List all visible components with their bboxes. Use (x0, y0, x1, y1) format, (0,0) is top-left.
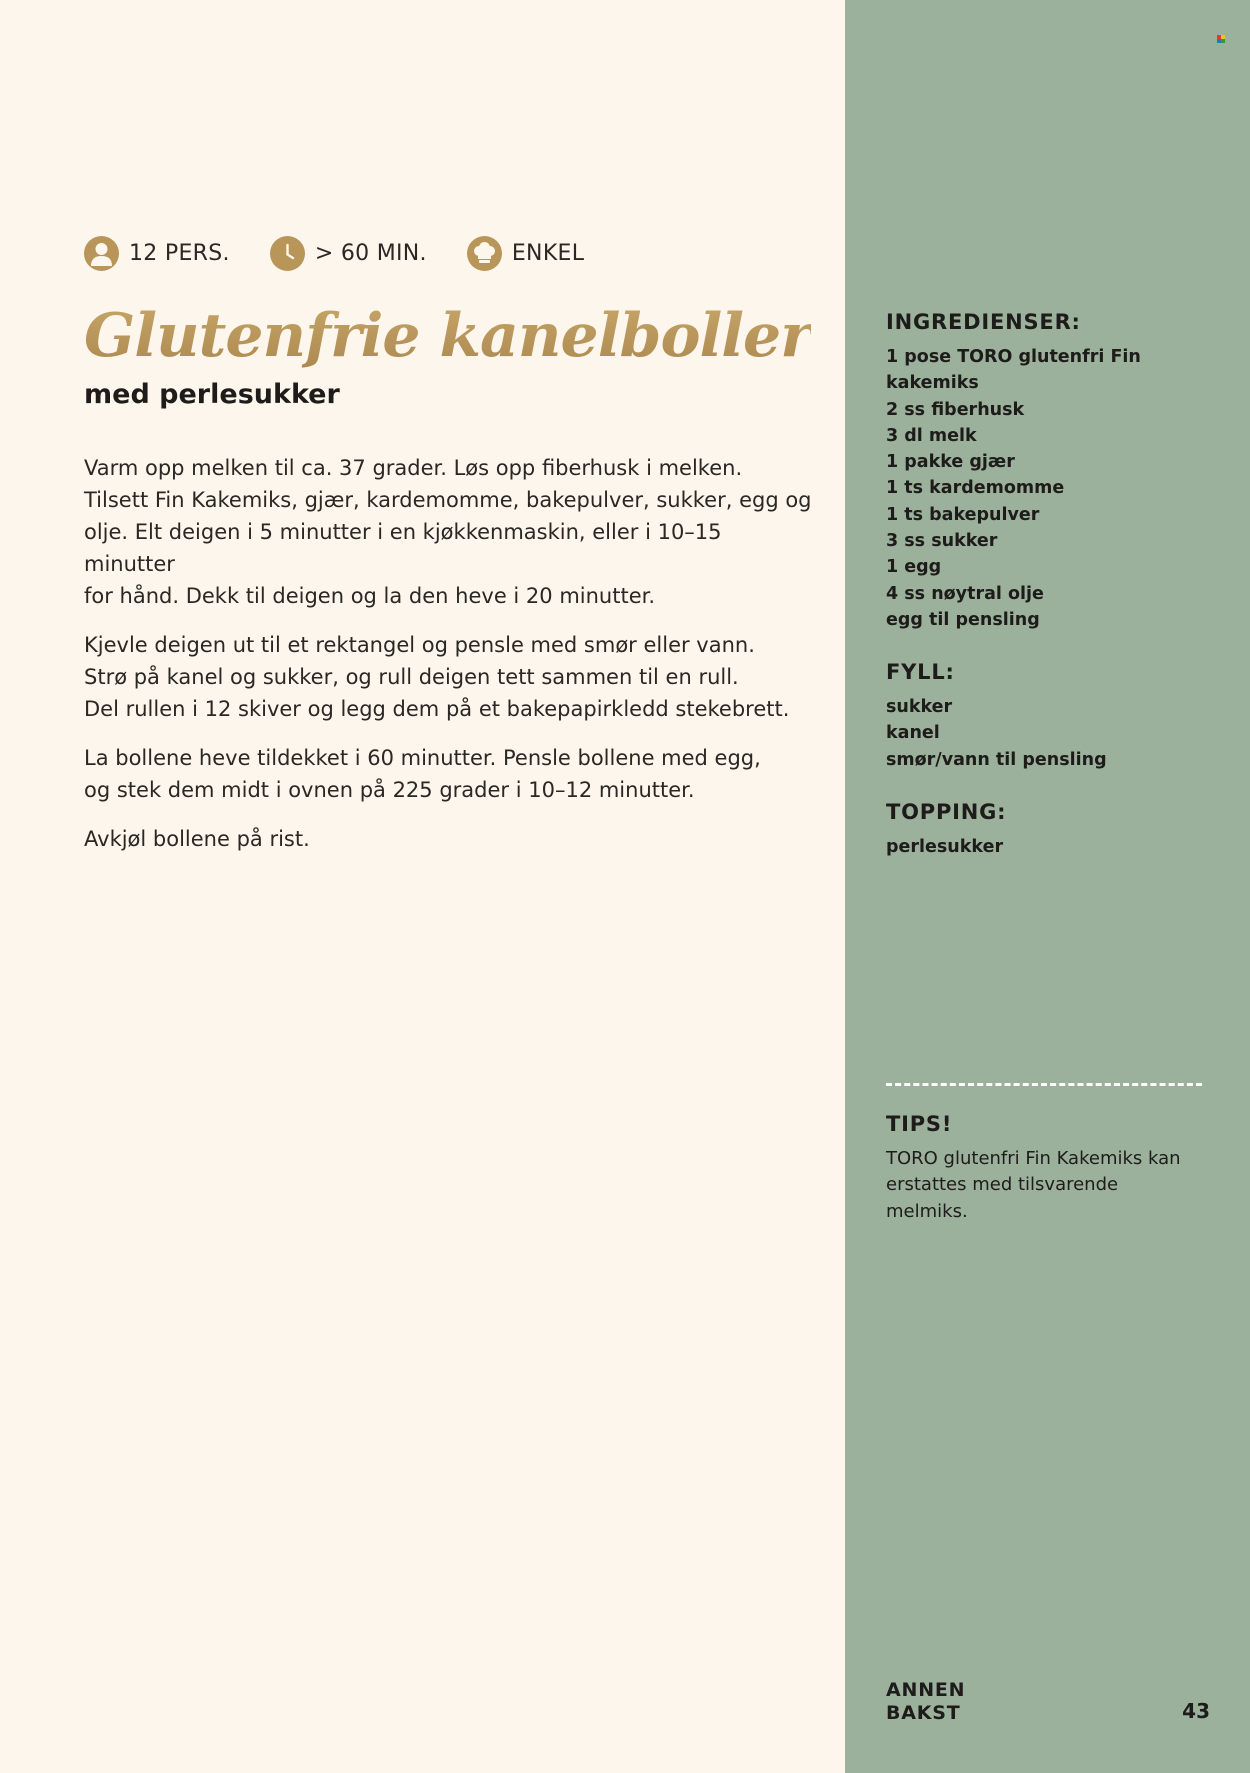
topping-item: perlesukker (886, 837, 1004, 857)
recipe-subtitle: med perlesukker (84, 379, 340, 410)
ingredient-item: 3 ss sukker (886, 531, 998, 552)
ingredient-item: 1 pose TORO glutenfri Fin kakemiks (886, 347, 1141, 394)
time-label: > 60 MIN. (314, 240, 427, 266)
ingredient-item: 3 dl melk (886, 425, 977, 446)
chef-hat-icon (467, 236, 502, 271)
topping-section (886, 798, 1216, 860)
filling-item: sukker (886, 697, 953, 717)
ingredients-heading: INGREDIENSER: (886, 310, 1081, 334)
recipe-instructions (84, 452, 819, 872)
difficulty-info (467, 236, 584, 271)
ingredient-item: 1 pakke gjær (886, 452, 1015, 473)
tips-section (886, 1110, 1186, 1225)
page-number: 43 (1182, 1699, 1210, 1723)
servings-label: 12 PERS. (129, 240, 230, 266)
filling-section (886, 658, 1216, 773)
recipe-meta-row (84, 234, 624, 272)
ingredient-item: 1 egg (886, 557, 942, 578)
instruction-paragraph: La bollene heve tildekket i 60 minutter. Pensle bollene med egg, og stek dem midt i ovnen på 225 grader i 10–12 minutter. (84, 746, 761, 802)
ingredient-item: 2 ss fiberhusk (886, 399, 1025, 420)
section-label: ANNEN BAKST (886, 1679, 966, 1724)
tips-heading: TIPS! (886, 1112, 953, 1136)
filling-item: kanel (886, 723, 940, 744)
filling-list (886, 694, 1216, 773)
servings-info (84, 236, 230, 271)
clock-icon (270, 236, 305, 271)
filling-heading: FYLL: (886, 660, 955, 684)
recipe-title: Glutenfrie kanelboller (84, 296, 811, 376)
tips-text: TORO glutenfri Fin Kakemiks kan erstattes med tilsvarende melmiks. (886, 1148, 1181, 1222)
topping-list (886, 834, 1216, 860)
ingredients-sidebar (845, 0, 1250, 1773)
ingredient-item: egg til pensling (886, 609, 1040, 630)
ingredients-section (886, 308, 1216, 633)
time-info (270, 236, 427, 271)
color-registration-mark (1217, 35, 1225, 43)
ingredient-item: 1 ts kardemomme (886, 478, 1065, 499)
difficulty-label: ENKEL (511, 240, 585, 266)
ingredient-item: 4 ss nøytral olje (886, 583, 1044, 604)
instruction-paragraph: Kjevle deigen ut til et rektangel og pensle med smør eller vann. Strø på kanel og sukker, og rull deigen tett sammen til en rull. Del rullen i 12 skiver og legg dem på et bakepapirkledd stekebrett. (84, 633, 790, 721)
instruction-paragraph: Varm opp melken til ca. 37 grader. Løs opp fiberhusk i melken. Tilsett Fin Kakemiks, gjær, kardemomme, bakepulver, sukker, egg og olje. Elt deigen i 5 minutter i en kjøkkenmaskin, eller i 10–15 minutter for hånd. Dekk til deigen og la den heve i 20 minutter. (84, 456, 812, 608)
instruction-paragraph: Avkjøl bollene på rist. (84, 827, 310, 851)
ingredients-list (886, 344, 1216, 633)
ingredient-item: 1 ts bakepulver (886, 504, 1040, 525)
topping-heading: TOPPING: (886, 800, 1007, 824)
filling-item: smør/vann til pensling (886, 749, 1107, 770)
tips-divider (886, 1083, 1202, 1086)
person-icon (84, 236, 119, 271)
